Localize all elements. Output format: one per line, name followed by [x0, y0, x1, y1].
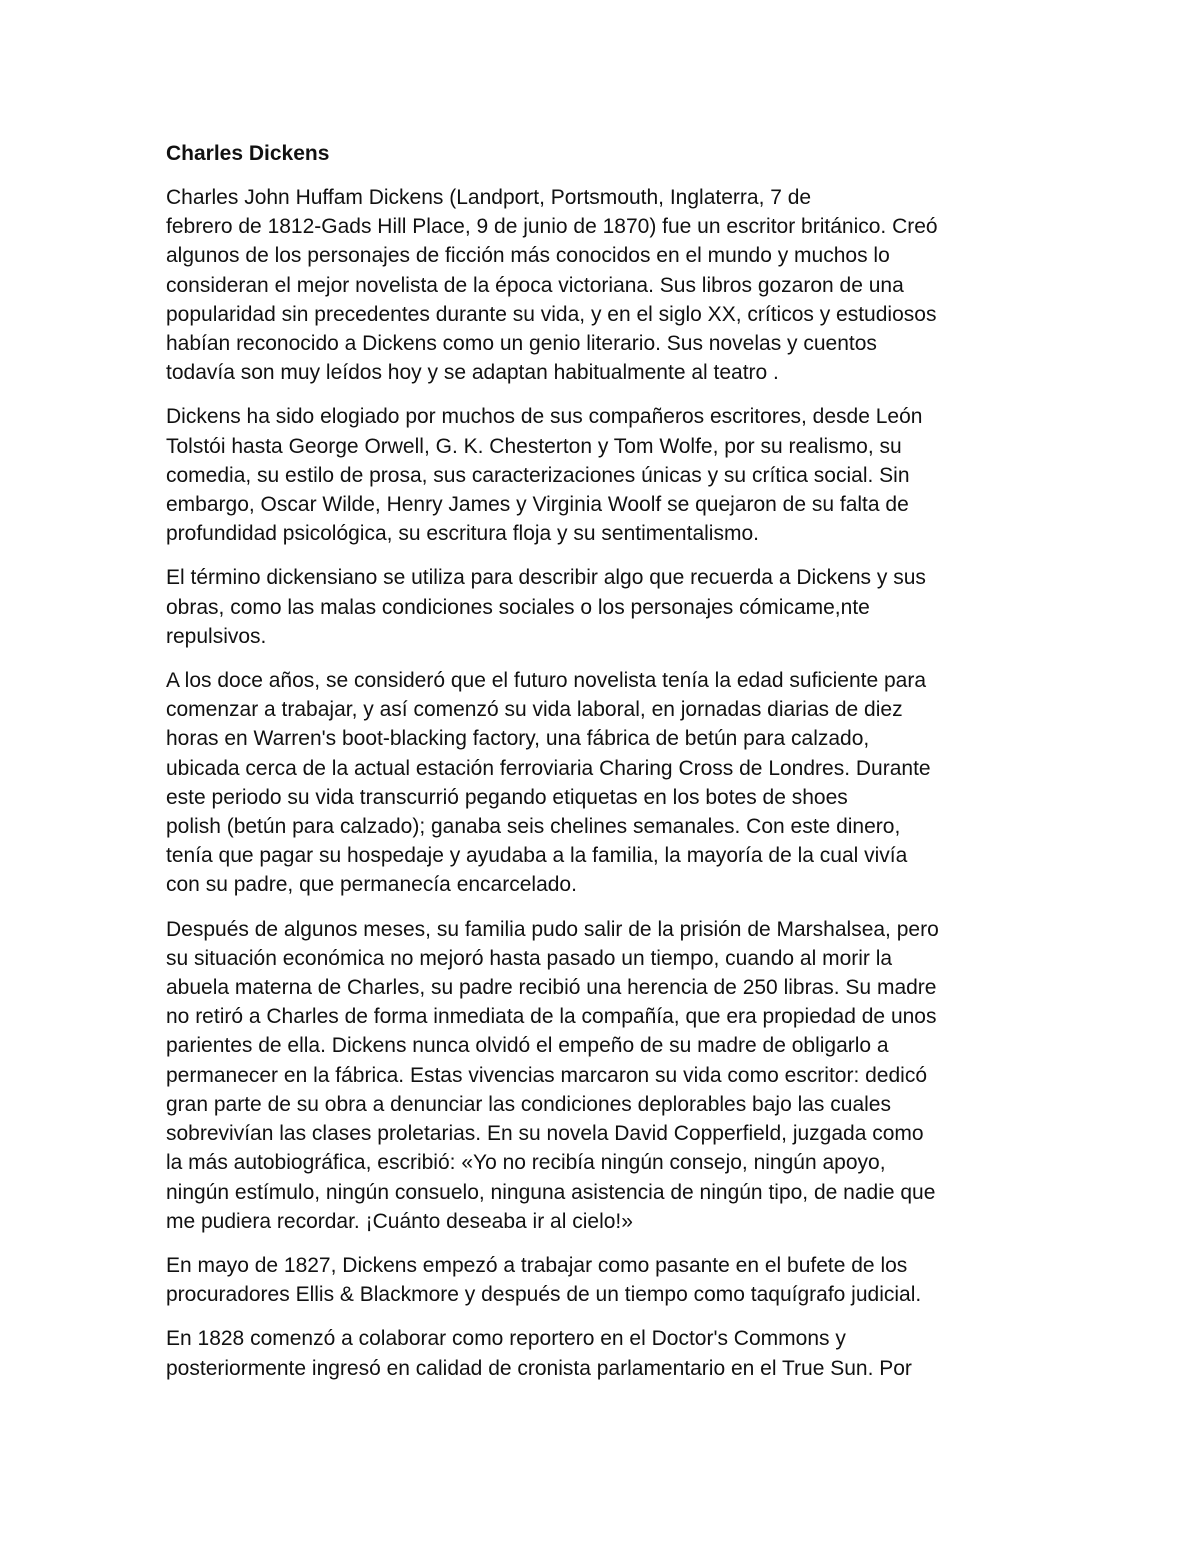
paragraph-1	[166, 183, 1046, 387]
text-line: Tolstói hasta George Orwell, G. K. Chesterton y Tom Wolfe, por su realismo, su	[166, 434, 902, 458]
document-page	[166, 139, 1046, 1398]
text-line: la más autobiográfica, escribió: «Yo no recibía ningún consejo, ningún apoyo,	[166, 1151, 886, 1175]
text-line: este periodo su vida transcurrió pegando etiquetas en los botes de shoes	[166, 785, 848, 809]
text-line: polish (betún para calzado); ganaba seis chelines semanales. Con este dinero,	[166, 815, 901, 839]
text-line: abuela materna de Charles, su padre recibió una herencia de 250 libras. Su madre	[166, 976, 937, 1000]
text-line: permanecer en la fábrica. Estas vivencias marcaron su vida como escritor: dedicó	[166, 1063, 928, 1087]
text-line: Después de algunos meses, su familia pudo salir de la prisión de Marshalsea, pero	[166, 917, 939, 941]
text-line: febrero de 1812-Gads Hill Place, 9 de junio de 1870) fue un escritor británico. Creó	[166, 215, 938, 239]
text-line: ubicada cerca de la actual estación ferroviaria Charing Cross de Londres. Durante	[166, 756, 931, 780]
text-line: En 1828 comenzó a colaborar como reportero en el Doctor's Commons y	[166, 1327, 846, 1351]
text-line: con su padre, que permanecía encarcelado.	[166, 873, 577, 897]
paragraph-3	[166, 563, 1046, 651]
text-line: posteriormente ingresó en calidad de cronista parlamentario en el True Sun. Por	[166, 1356, 912, 1380]
text-line: En mayo de 1827, Dickens empezó a trabajar como pasante en el bufete de los	[166, 1253, 908, 1277]
text-line: embargo, Oscar Wilde, Henry James y Virginia Woolf se quejaron de su falta de	[166, 493, 909, 517]
text-line: popularidad sin precedentes durante su vida, y en el siglo XX, críticos y estudiosos	[166, 302, 937, 326]
text-line: procuradores Ellis & Blackmore y después de un tiempo como taquígrafo judicial.	[166, 1283, 922, 1307]
text-line: A los doce años, se consideró que el futuro novelista tenía la edad suficiente para	[166, 669, 926, 693]
text-line: repulsivos.	[166, 624, 267, 648]
text-line: parientes de ella. Dickens nunca olvidó el empeño de su madre de obligarlo a	[166, 1034, 889, 1058]
paragraph-4	[166, 666, 1046, 900]
text-line: ningún estímulo, ningún consuelo, ninguna asistencia de ningún tipo, de nadie que	[166, 1180, 936, 1204]
text-line: Charles John Huffam Dickens (Landport, Portsmouth, Inglaterra, 7 de	[166, 186, 812, 209]
text-line: Dickens ha sido elogiado por muchos de sus compañeros escritores, desde León	[166, 405, 923, 429]
paragraph-5	[166, 915, 1046, 1236]
text-line: profundidad psicológica, su escritura floja y su sentimentalismo.	[166, 522, 759, 546]
document-title: Charles Dickens	[166, 142, 330, 165]
paragraph-7	[166, 1324, 1046, 1382]
text-line: comedia, su estilo de prosa, sus caracterizaciones únicas y su crítica social. Sin	[166, 463, 910, 487]
text-line: El término dickensiano se utiliza para describir algo que recuerda a Dickens y sus	[166, 566, 926, 590]
text-line: gran parte de su obra a denunciar las condiciones deplorables bajo las cuales	[166, 1092, 891, 1116]
text-line: no retiró a Charles de forma inmediata de la compañía, que era propiedad de unos	[166, 1005, 937, 1029]
text-line: me pudiera recordar. ¡Cuánto deseaba ir al cielo!»	[166, 1209, 633, 1233]
paragraph-2	[166, 402, 1046, 548]
text-line: algunos de los personajes de ficción más conocidos en el mundo y muchos lo	[166, 244, 890, 268]
text-line: tenía que pagar su hospedaje y ayudaba a la familia, la mayoría de la cual vivía	[166, 844, 908, 868]
text-line: horas en Warren's boot-blacking factory, una fábrica de betún para calzado,	[166, 727, 870, 751]
text-line: comenzar a trabajar, y así comenzó su vida laboral, en jornadas diarias de diez	[166, 698, 903, 722]
text-line: obras, como las malas condiciones sociales o los personajes cómicame,nte	[166, 595, 870, 619]
paragraph-6	[166, 1251, 1046, 1309]
text-line: consideran el mejor novelista de la época victoriana. Sus libros gozaron de una	[166, 273, 904, 297]
text-line: su situación económica no mejoró hasta pasado un tiempo, cuando al morir la	[166, 946, 893, 970]
text-line: todavía son muy leídos hoy y se adaptan habitualmente al teatro .	[166, 361, 779, 385]
text-line: sobrevivían las clases proletarias. En su novela David Copperfield, juzgada como	[166, 1122, 924, 1146]
text-line: habían reconocido a Dickens como un genio literario. Sus novelas y cuentos	[166, 332, 877, 356]
